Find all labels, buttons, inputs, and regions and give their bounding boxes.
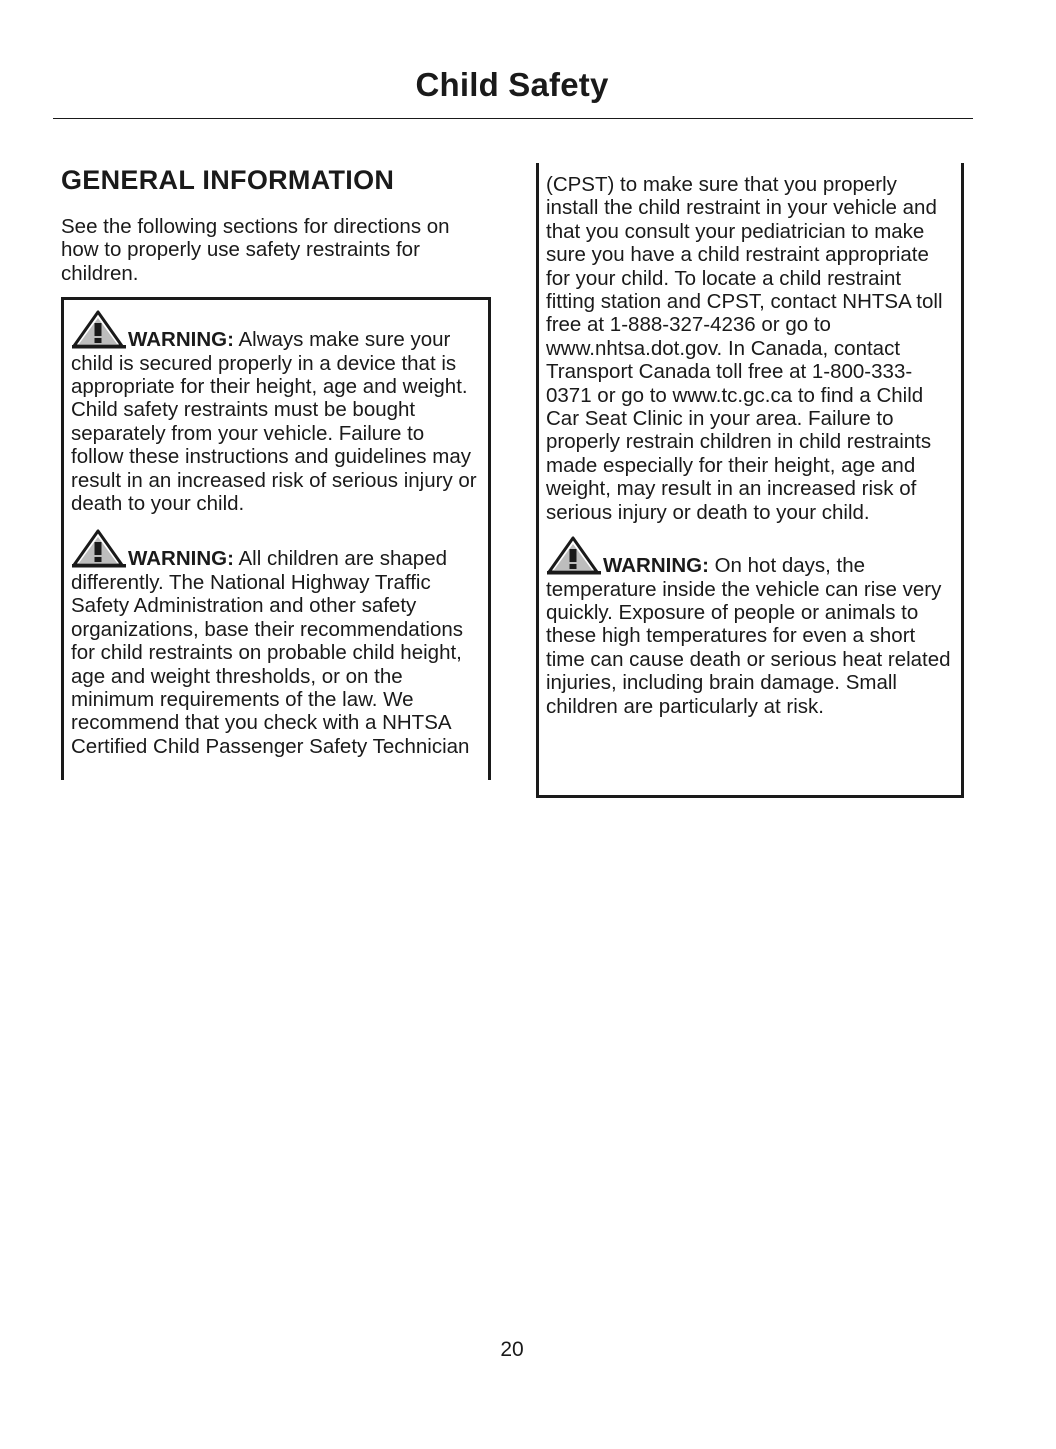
warning-text: Always make sure your child is secured properly in a device that is appropriate for their height, age and weight. Child safety restraints must be bought separately from your vehicle. Failure to follow these instructions and guidelines may result in an increased risk of serious injury or death to your child. <box>71 328 477 516</box>
page-number: 20 <box>500 1338 524 1361</box>
warning-block-2 <box>71 529 481 758</box>
warning-block-2-continued <box>546 173 954 524</box>
warning-continuation-text: (CPST) to make sure that you properly install the child restraint in your vehicle and that you consult your pediatrician to make sure you have a child restraint appropriate for your child. To locate a child restraint fitting station and CPST, contact NHTSA toll free at 1-888-327-4236 or go to www.nhtsa.dot.gov. In Canada, contact Transport Canada toll free at 1-800-333-0371 or go to www.tc.gc.ca to find a Child Car Seat Clinic in your area. Failure to properly restrain children in child restraints made especially for their height, age and weight, may result in an increased risk of serious injury or death to your child. <box>546 173 943 524</box>
section-heading: GENERAL INFORMATION <box>61 165 395 195</box>
warning-label: WARNING: <box>128 547 234 571</box>
warning-triangle-icon <box>71 529 127 569</box>
warning-label: WARNING: <box>603 554 709 578</box>
left-column <box>61 163 491 780</box>
title-divider <box>53 118 973 119</box>
warning-triangle-icon <box>71 310 127 350</box>
warning-label: WARNING: <box>128 328 234 352</box>
warning-text: On hot days, the temperature inside the vehicle can rise very quickly. Exposure of people or animals to these high temperatures for even a short time can cause death or serious heat related injuries, including brain damage. Small children are particularly at risk. <box>546 554 951 718</box>
warning-triangle-icon <box>546 536 602 576</box>
warning-box-right <box>536 163 964 798</box>
page-title: Child Safety <box>415 66 609 103</box>
intro-paragraph: See the following sections for directions on how to properly use safety restraints for children. <box>61 215 450 285</box>
warning-block-3 <box>546 536 954 718</box>
right-column <box>536 163 964 798</box>
warning-text: All children are shaped differently. The National Highway Traffic Safety Administration and other safety organizations, base their recommendations for child restraints on probable child height, age and weight thresholds, or on the minimum requirements of the law. We recommend that you check with a NHTSA Certified Child Passenger Safety Technician <box>71 547 470 758</box>
warning-block-1 <box>71 310 481 515</box>
warning-box-left <box>61 297 491 780</box>
